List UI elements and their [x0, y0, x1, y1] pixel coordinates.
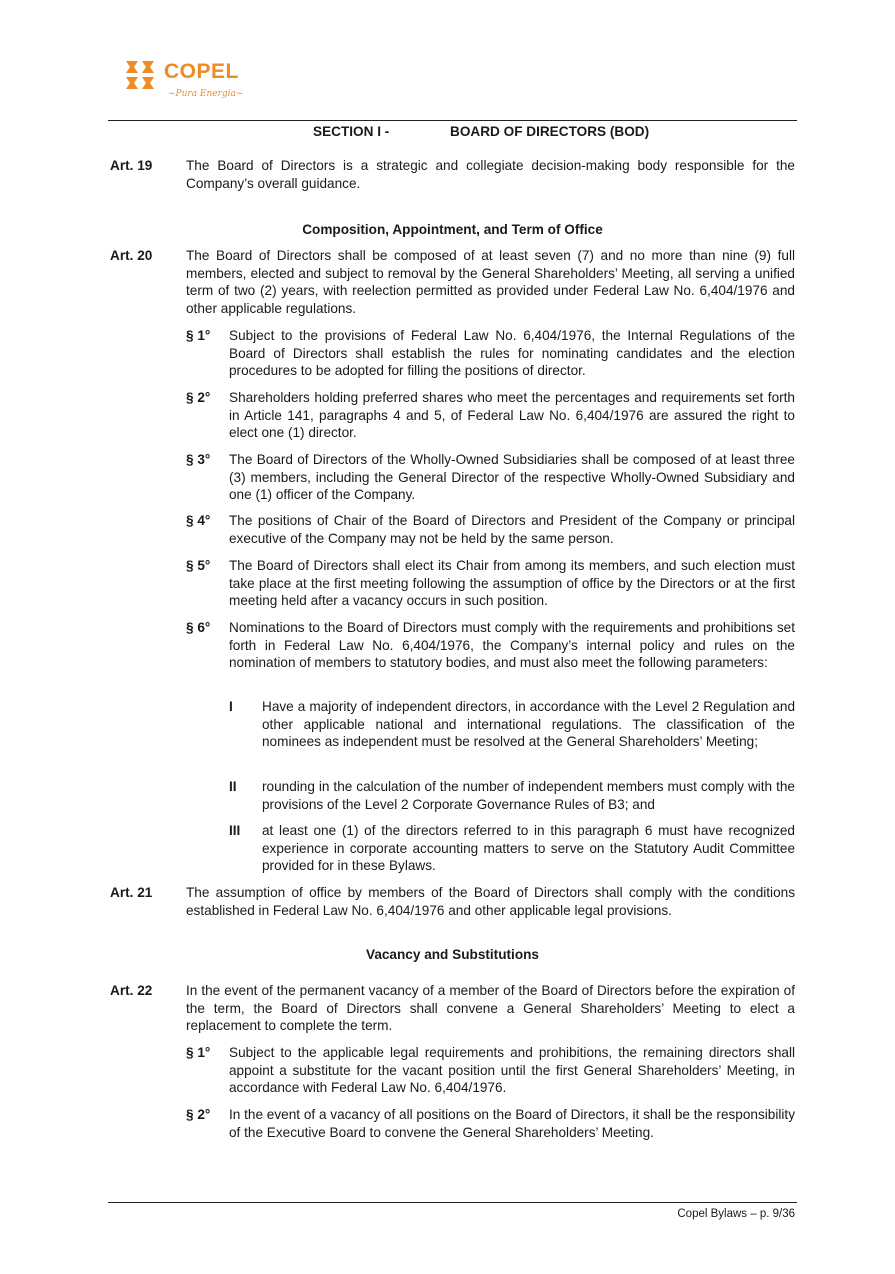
footer-rule — [108, 1202, 797, 1203]
paragraph-text: In the event of a vacancy of all positions on the Board of Directors, it shall be the responsibility of the Executive Board to convene the General Shareholders’ Meeting. — [229, 1107, 795, 1140]
subheading-composition: Composition, Appointment, and Term of Office — [302, 222, 603, 237]
paragraph-label: § 2° — [186, 1107, 211, 1122]
item-text: Have a majority of independent directors, in accordance with the Level 2 Regulation and other applicable national and international regulations. The classification of the nominees as independent must be resolved at the General Shareholders’ Meeting; — [262, 699, 795, 750]
section-title: BOARD OF DIRECTORS (BOD) — [450, 124, 650, 139]
item-text: at least one (1) of the directors referred to in this paragraph 6 must have recognized experience in corporate accounting matters to serve on the Statutory Audit Committee provided for in these Bylaws. — [262, 823, 795, 874]
logo-tagline: ~Pura Energia~ — [168, 89, 244, 99]
item-label: II — [229, 779, 237, 794]
article-label: Art. 20 — [110, 248, 153, 263]
paragraph-label: § 6° — [186, 620, 211, 635]
article-text: The assumption of office by members of the Board of Directors shall comply with the conditions established in Federal Law No. 6,404/1976 and other applicable legal provisions. — [186, 885, 795, 918]
article-label: Art. 19 — [110, 158, 153, 173]
copel-logo — [124, 59, 244, 101]
section-number: SECTION I - — [313, 124, 390, 139]
paragraph-text: Subject to the provisions of Federal Law No. 6,404/1976, the Internal Regulations of the Board of Directors shall establish the rules for nominating candidates and the election procedures to be adopted for filling the positions of director. — [229, 328, 795, 379]
article-text: In the event of the permanent vacancy of a member of the Board of Directors before the expiration of the term, the Board of Directors shall convene a General Shareholders’ Meeting to elect a replacement to complete the term. — [186, 983, 795, 1034]
paragraph-text: The Board of Directors shall elect its Chair from among its members, and such election must take place at the first meeting following the assumption of office by the Directors or at the first meeting held after a vacancy occurs in such position. — [229, 558, 795, 609]
paragraph-text: Nominations to the Board of Directors must comply with the requirements and prohibitions set forth in Federal Law No. 6,404/1976, the Company’s internal policy and rules on the nomination of members to statutory bodies, and must also meet the following parameters: — [229, 620, 795, 671]
paragraph-text: The Board of Directors of the Wholly-Owned Subsidiaries shall be composed of at least three (3) members, including the General Director of the respective Wholly-Owned Subsidiary and one (1) officer of the Company. — [229, 452, 795, 503]
logo-wordmark: COPEL — [164, 60, 239, 83]
paragraph-text: Shareholders holding preferred shares who meet the percentages and requirements set forth in Article 141, paragraphs 4 and 5, of Federal Law No. 6,404/1976 are assured the right to elect one (1) director. — [229, 390, 795, 441]
article-text: The Board of Directors shall be composed of at least seven (7) and no more than nine (9) full members, elected and subject to removal by the General Shareholders’ Meeting, all serving a unified term of two (2) years, with reelection permitted as provided under Federal Law No. 6,404/1976 and other applicable regulations. — [186, 248, 795, 316]
paragraph-label: § 1° — [186, 1045, 211, 1060]
paragraph-text: Subject to the applicable legal requirements and prohibitions, the remaining directors shall appoint a substitute for the vacant position until the first General Shareholders’ Meeting, in accordance with Federal Law No. 6,404/1976. — [229, 1045, 795, 1096]
paragraph-label: § 4° — [186, 513, 211, 528]
copel-mark-icon — [124, 59, 160, 93]
paragraph-label: § 2° — [186, 390, 211, 405]
item-text: rounding in the calculation of the number of independent members must comply with the provisions of the Level 2 Corporate Governance Rules of B3; and — [262, 779, 795, 812]
paragraph-text: The positions of Chair of the Board of Directors and President of the Company or principal executive of the Company may not be held by the same person. — [229, 513, 795, 546]
article-label: Art. 21 — [110, 885, 153, 900]
paragraph-label: § 3° — [186, 452, 211, 467]
article-text: The Board of Directors is a strategic and collegiate decision-making body responsible for the Company’s overall guidance. — [186, 158, 795, 191]
header-rule — [108, 120, 797, 121]
item-label: III — [229, 823, 241, 838]
article-label: Art. 22 — [110, 983, 153, 998]
item-label: I — [229, 699, 233, 714]
page-footer: Copel Bylaws – p. 9/36 — [677, 1208, 795, 1220]
paragraph-label: § 1° — [186, 328, 211, 343]
paragraph-label: § 5° — [186, 558, 211, 573]
subheading-vacancy: Vacancy and Substitutions — [366, 947, 539, 962]
